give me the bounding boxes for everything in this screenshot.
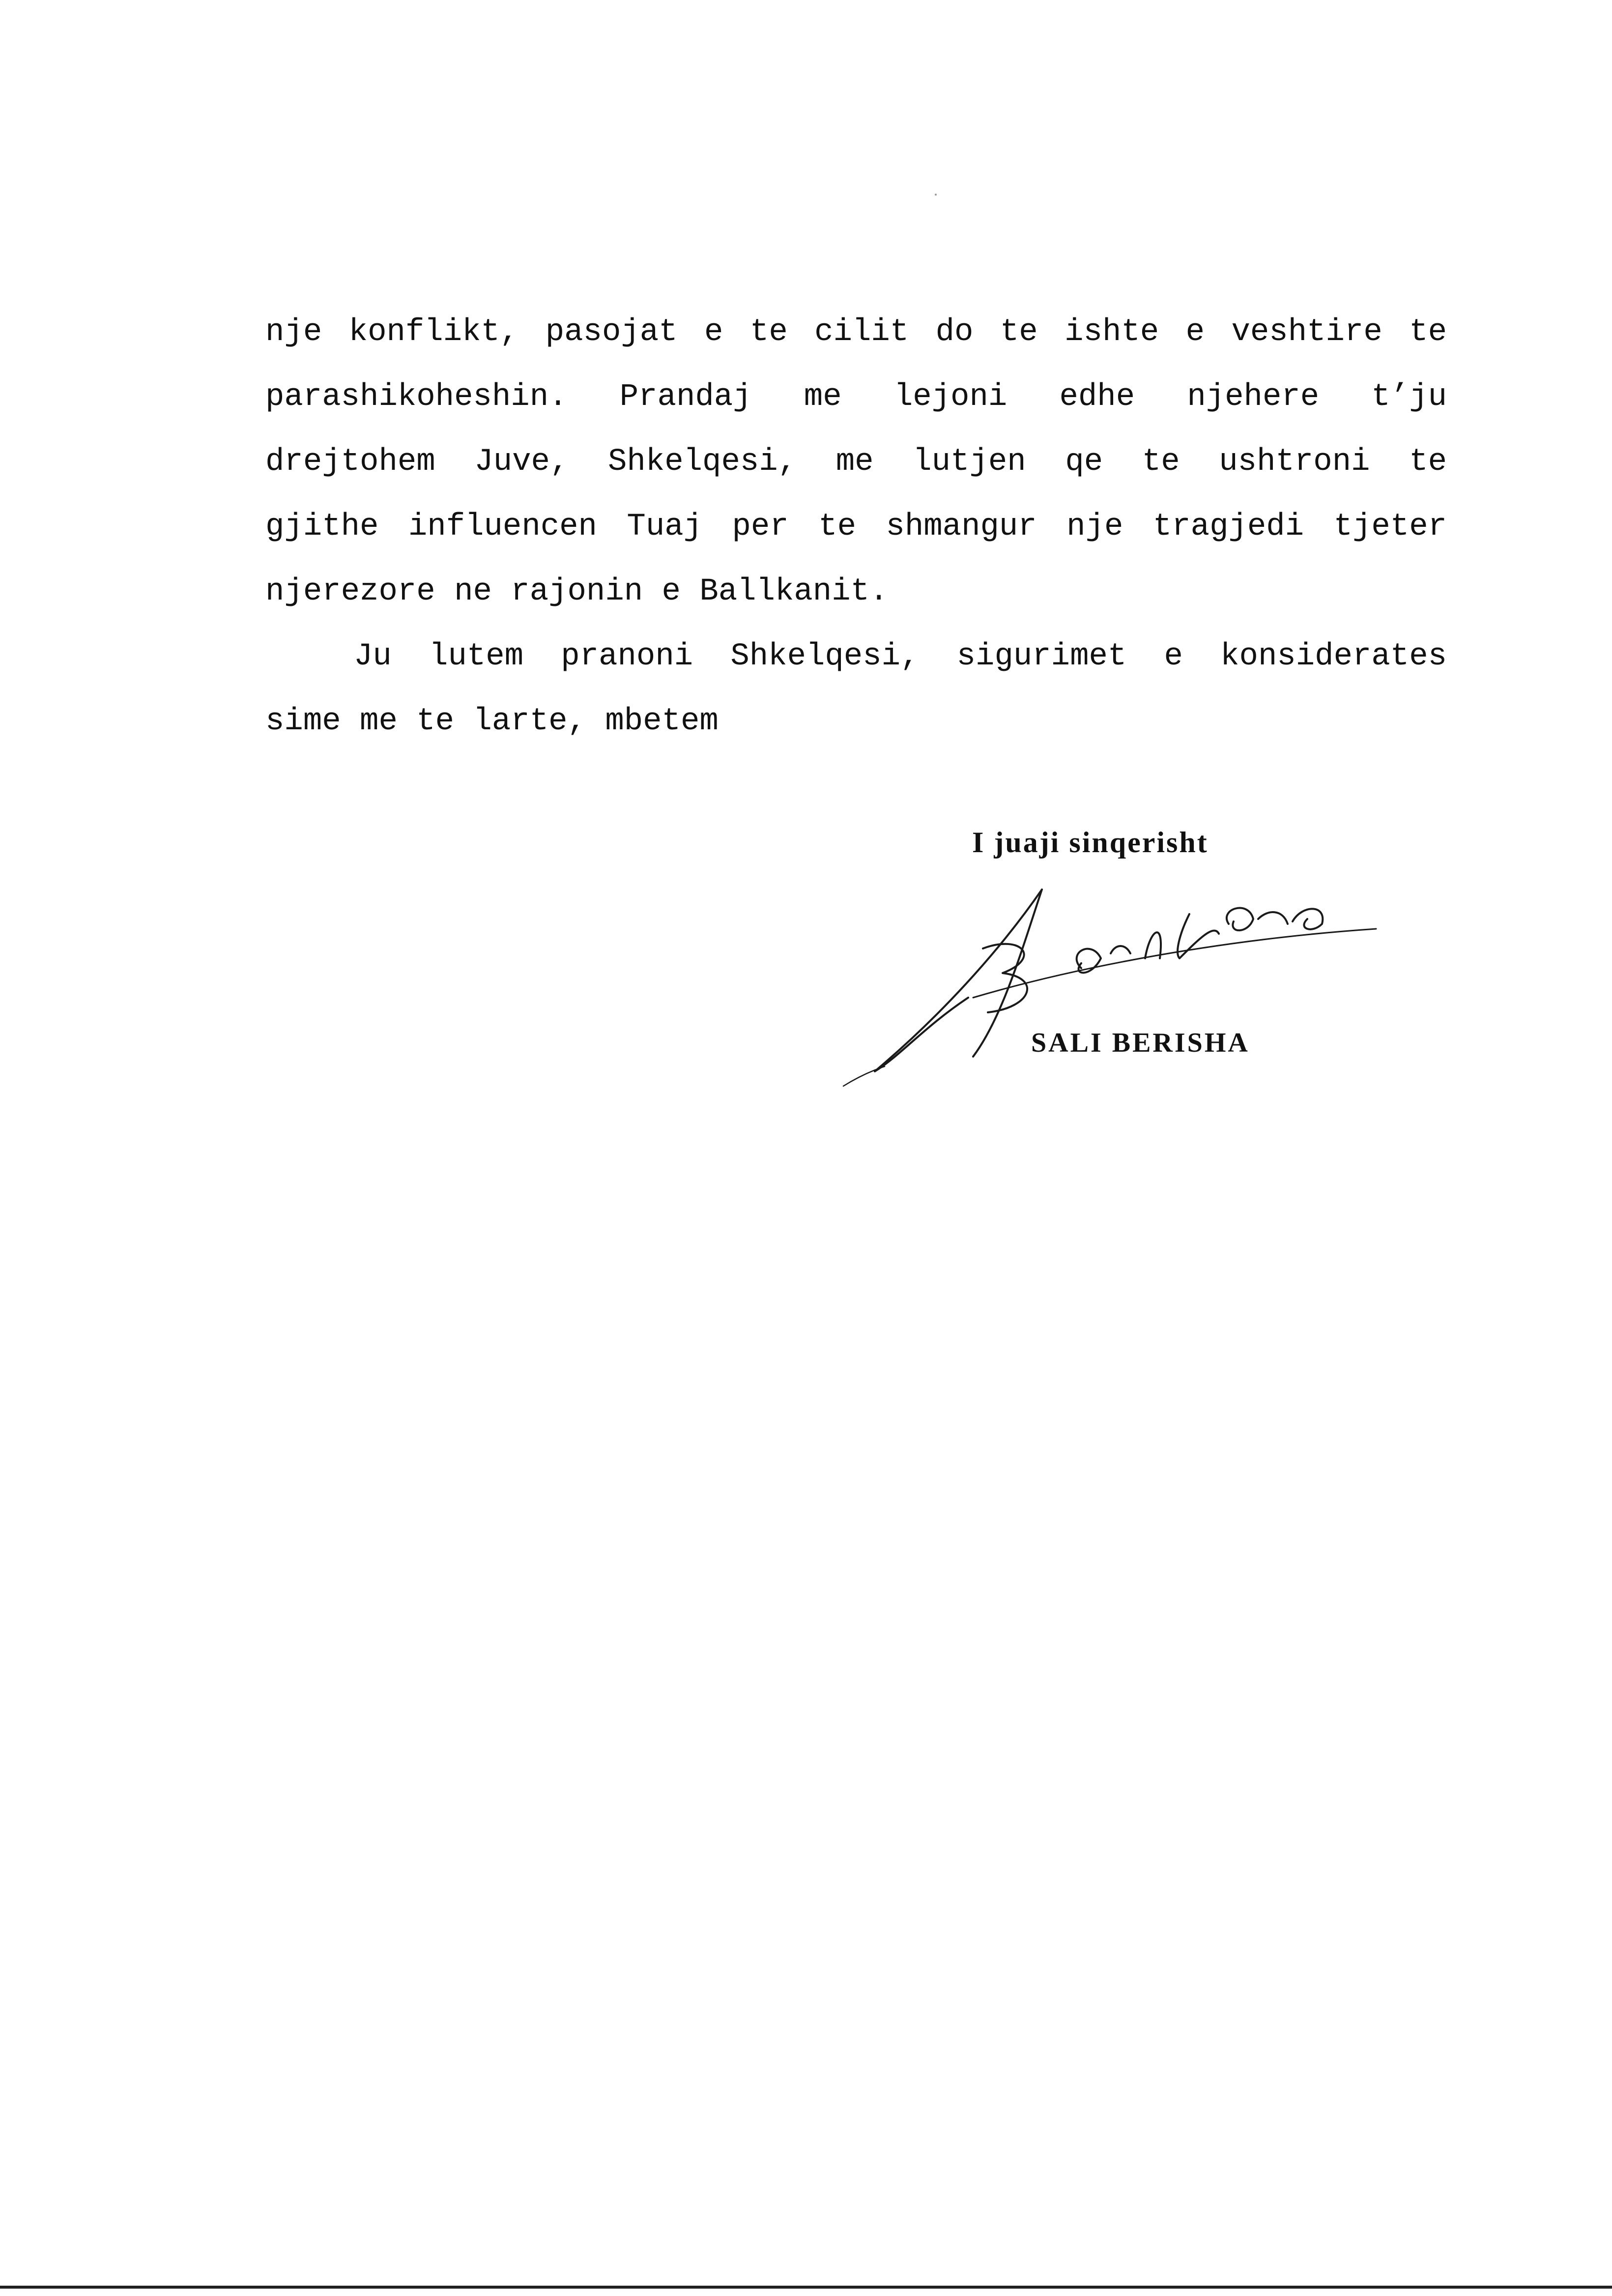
bottom-rule: [0, 2286, 1612, 2289]
signer-name: SALI BERISHA: [1031, 1028, 1250, 1058]
handwritten-signature: [826, 880, 1386, 1106]
body-line-2: parashikoheshin. Prandaj me lejoni edhe njehere t’ju: [265, 379, 1447, 415]
letter-body: [265, 300, 1447, 754]
body-line-6: Ju lutem pranoni Shkelqesi, sigurimet e konsiderates: [354, 639, 1447, 674]
body-line-4: gjithe influencen Tuaj per te shmangur nje tragjedi tjeter: [265, 509, 1447, 545]
scan-speck: [935, 194, 937, 196]
body-line-1: nje konflikt, pasojat e te cilit do te ishte e veshtire te: [265, 315, 1447, 350]
body-line-5: njerezore ne rajonin e Ballkanit.: [265, 574, 889, 609]
body-line-3: drejtohem Juve, Shkelqesi, me lutjen qe te ushtroni te: [265, 444, 1447, 480]
body-line-7: sime me te larte, mbetem: [265, 704, 719, 739]
closing-phrase: I juaji sinqerisht: [972, 826, 1209, 859]
